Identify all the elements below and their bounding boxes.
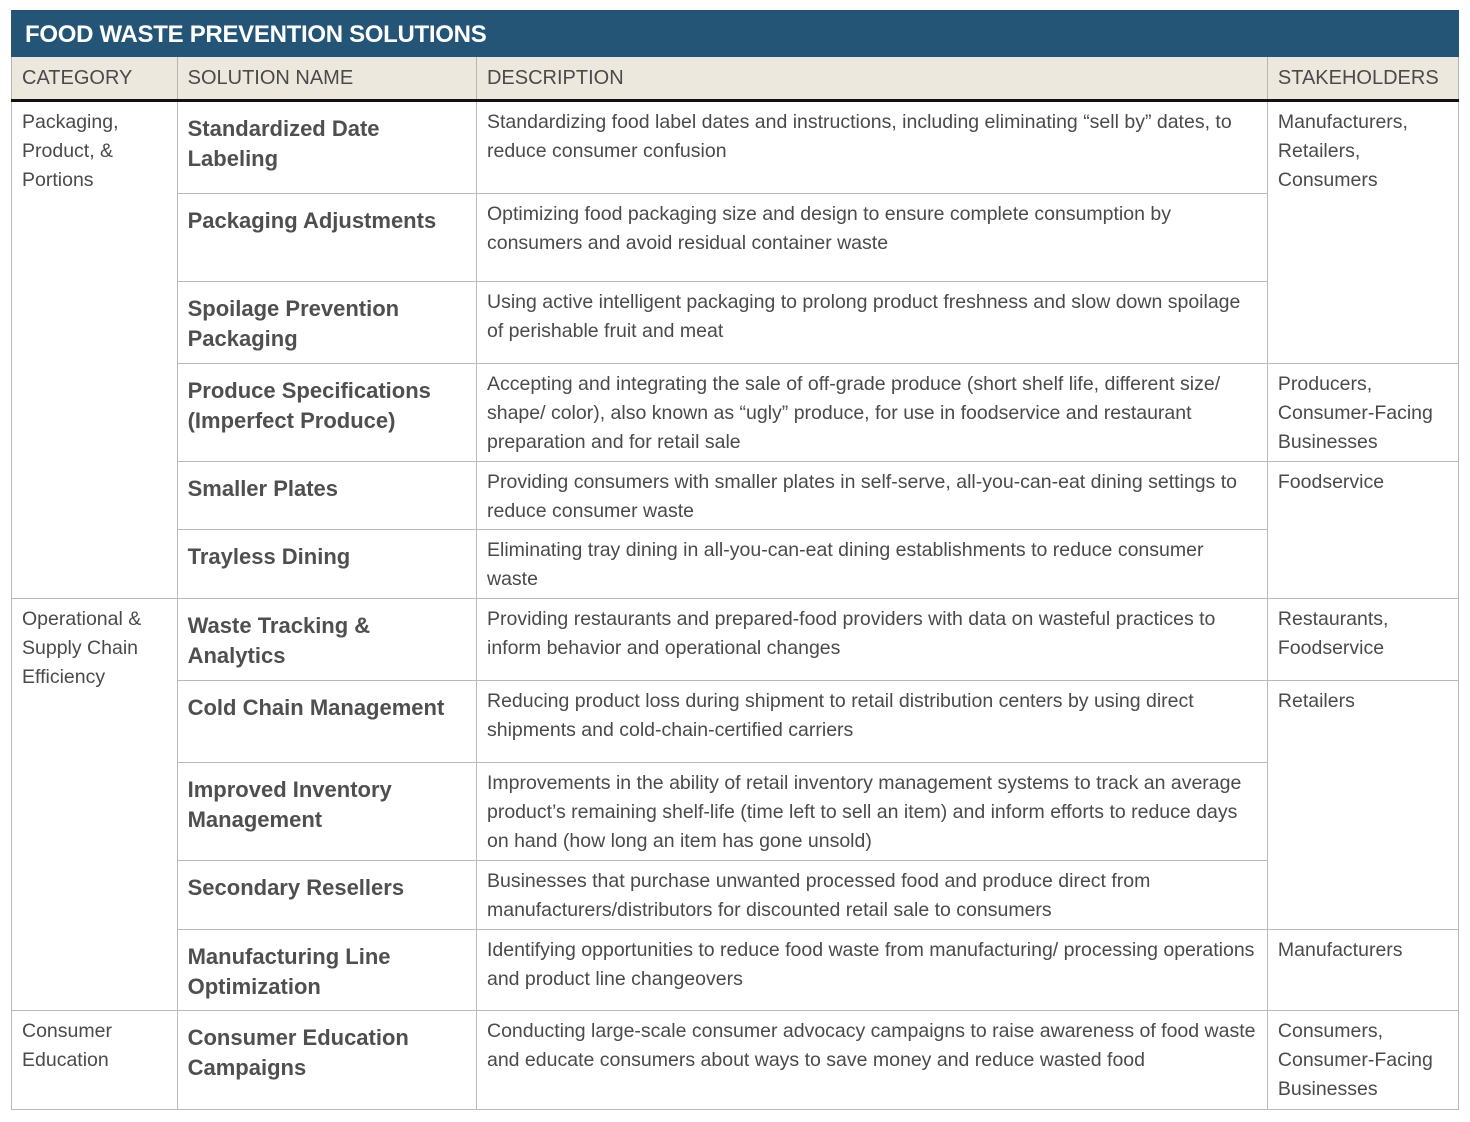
description-cell: Optimizing food packaging size and design to ensure complete consumption by consumers and avoid residual container waste xyxy=(476,194,1267,282)
table-row xyxy=(12,282,1459,364)
table-row xyxy=(12,194,1459,282)
solution-name-cell: Packaging Adjustments xyxy=(177,194,476,282)
description-cell: Businesses that purchase unwanted processed food and produce direct from manufacturers/distributors for discounted retail sale to consumers xyxy=(476,861,1267,930)
solution-name-cell: Standardized Date Labeling xyxy=(177,101,476,194)
solution-name-cell: Produce Specifications (Imperfect Produce) xyxy=(177,364,476,462)
solution-name-cell: Smaller Plates xyxy=(177,462,476,530)
table-row xyxy=(12,1011,1459,1110)
category-cell: Packaging, Product, & Portions xyxy=(12,101,178,599)
description-cell: Accepting and integrating the sale of off-grade produce (short shelf life, different size/ shape/ color), also known as “ugly” produce, for use in foodservice and restaurant preparation and for retail sale xyxy=(476,364,1267,462)
solution-name-cell: Trayless Dining xyxy=(177,530,476,599)
table-row xyxy=(12,101,1459,194)
description-cell: Using active intelligent packaging to prolong product freshness and slow down spoilage of perishable fruit and meat xyxy=(476,282,1267,364)
solution-name-cell: Improved Inventory Management xyxy=(177,763,476,861)
column-header-solution-name: SOLUTION NAME xyxy=(177,57,476,101)
table-row xyxy=(12,530,1459,599)
solution-name-cell: Waste Tracking & Analytics xyxy=(177,599,476,681)
description-cell: Providing restaurants and prepared-food providers with data on wasteful practices to inform behavior and operational changes xyxy=(476,599,1267,681)
column-header-description: DESCRIPTION xyxy=(476,57,1267,101)
table-row xyxy=(12,763,1459,861)
description-cell: Conducting large-scale consumer advocacy campaigns to raise awareness of food waste and educate consumers about ways to save money and reduce wasted food xyxy=(476,1011,1267,1110)
column-header-row xyxy=(12,57,1459,101)
stakeholders-cell: Restaurants, Foodservice xyxy=(1267,599,1458,681)
stakeholders-cell: Manufacturers xyxy=(1267,930,1458,1011)
table-row xyxy=(12,861,1459,930)
table-row xyxy=(12,599,1459,681)
description-cell: Eliminating tray dining in all-you-can-eat dining establishments to reduce consumer waste xyxy=(476,530,1267,599)
stakeholders-cell: Foodservice xyxy=(1267,462,1458,599)
solution-name-cell: Cold Chain Management xyxy=(177,681,476,763)
table-row xyxy=(12,930,1459,1011)
solution-name-cell: Spoilage Prevention Packaging xyxy=(177,282,476,364)
category-cell: Operational & Supply Chain Efficiency xyxy=(12,599,178,1011)
column-header-stakeholders: STAKEHOLDERS xyxy=(1267,57,1458,101)
description-cell: Providing consumers with smaller plates in self-serve, all-you-can-eat dining settings to reduce consumer waste xyxy=(476,462,1267,530)
table-row xyxy=(12,364,1459,462)
solution-name-cell: Consumer Education Campaigns xyxy=(177,1011,476,1110)
table-row xyxy=(12,462,1459,530)
column-header-category: CATEGORY xyxy=(12,57,178,101)
table-title: FOOD WASTE PREVENTION SOLUTIONS xyxy=(11,10,1459,57)
solution-name-cell: Manufacturing Line Optimization xyxy=(177,930,476,1011)
table-row xyxy=(12,681,1459,763)
description-cell: Improvements in the ability of retail inventory management systems to track an average product’s remaining shelf-life (time left to sell an item) and inform efforts to reduce days on hand (how long an item has gone unsold) xyxy=(476,763,1267,861)
description-cell: Identifying opportunities to reduce food waste from manufacturing/ processing operations and product line changeovers xyxy=(476,930,1267,1011)
stakeholders-cell: Producers, Consumer-Facing Businesses xyxy=(1267,364,1458,462)
description-cell: Standardizing food label dates and instructions, including eliminating “sell by” dates, to reduce consumer confusion xyxy=(476,101,1267,194)
description-cell: Reducing product loss during shipment to retail distribution centers by using direct shipments and cold-chain-certified carriers xyxy=(476,681,1267,763)
solutions-table-container xyxy=(11,10,1459,1110)
solution-name-cell: Secondary Resellers xyxy=(177,861,476,930)
category-cell: Consumer Education xyxy=(12,1011,178,1110)
solutions-table xyxy=(11,57,1459,1110)
stakeholders-cell: Consumers, Consumer-Facing Businesses xyxy=(1267,1011,1458,1110)
stakeholders-cell: Manufacturers, Retailers, Consumers xyxy=(1267,101,1458,364)
stakeholders-cell: Retailers xyxy=(1267,681,1458,930)
